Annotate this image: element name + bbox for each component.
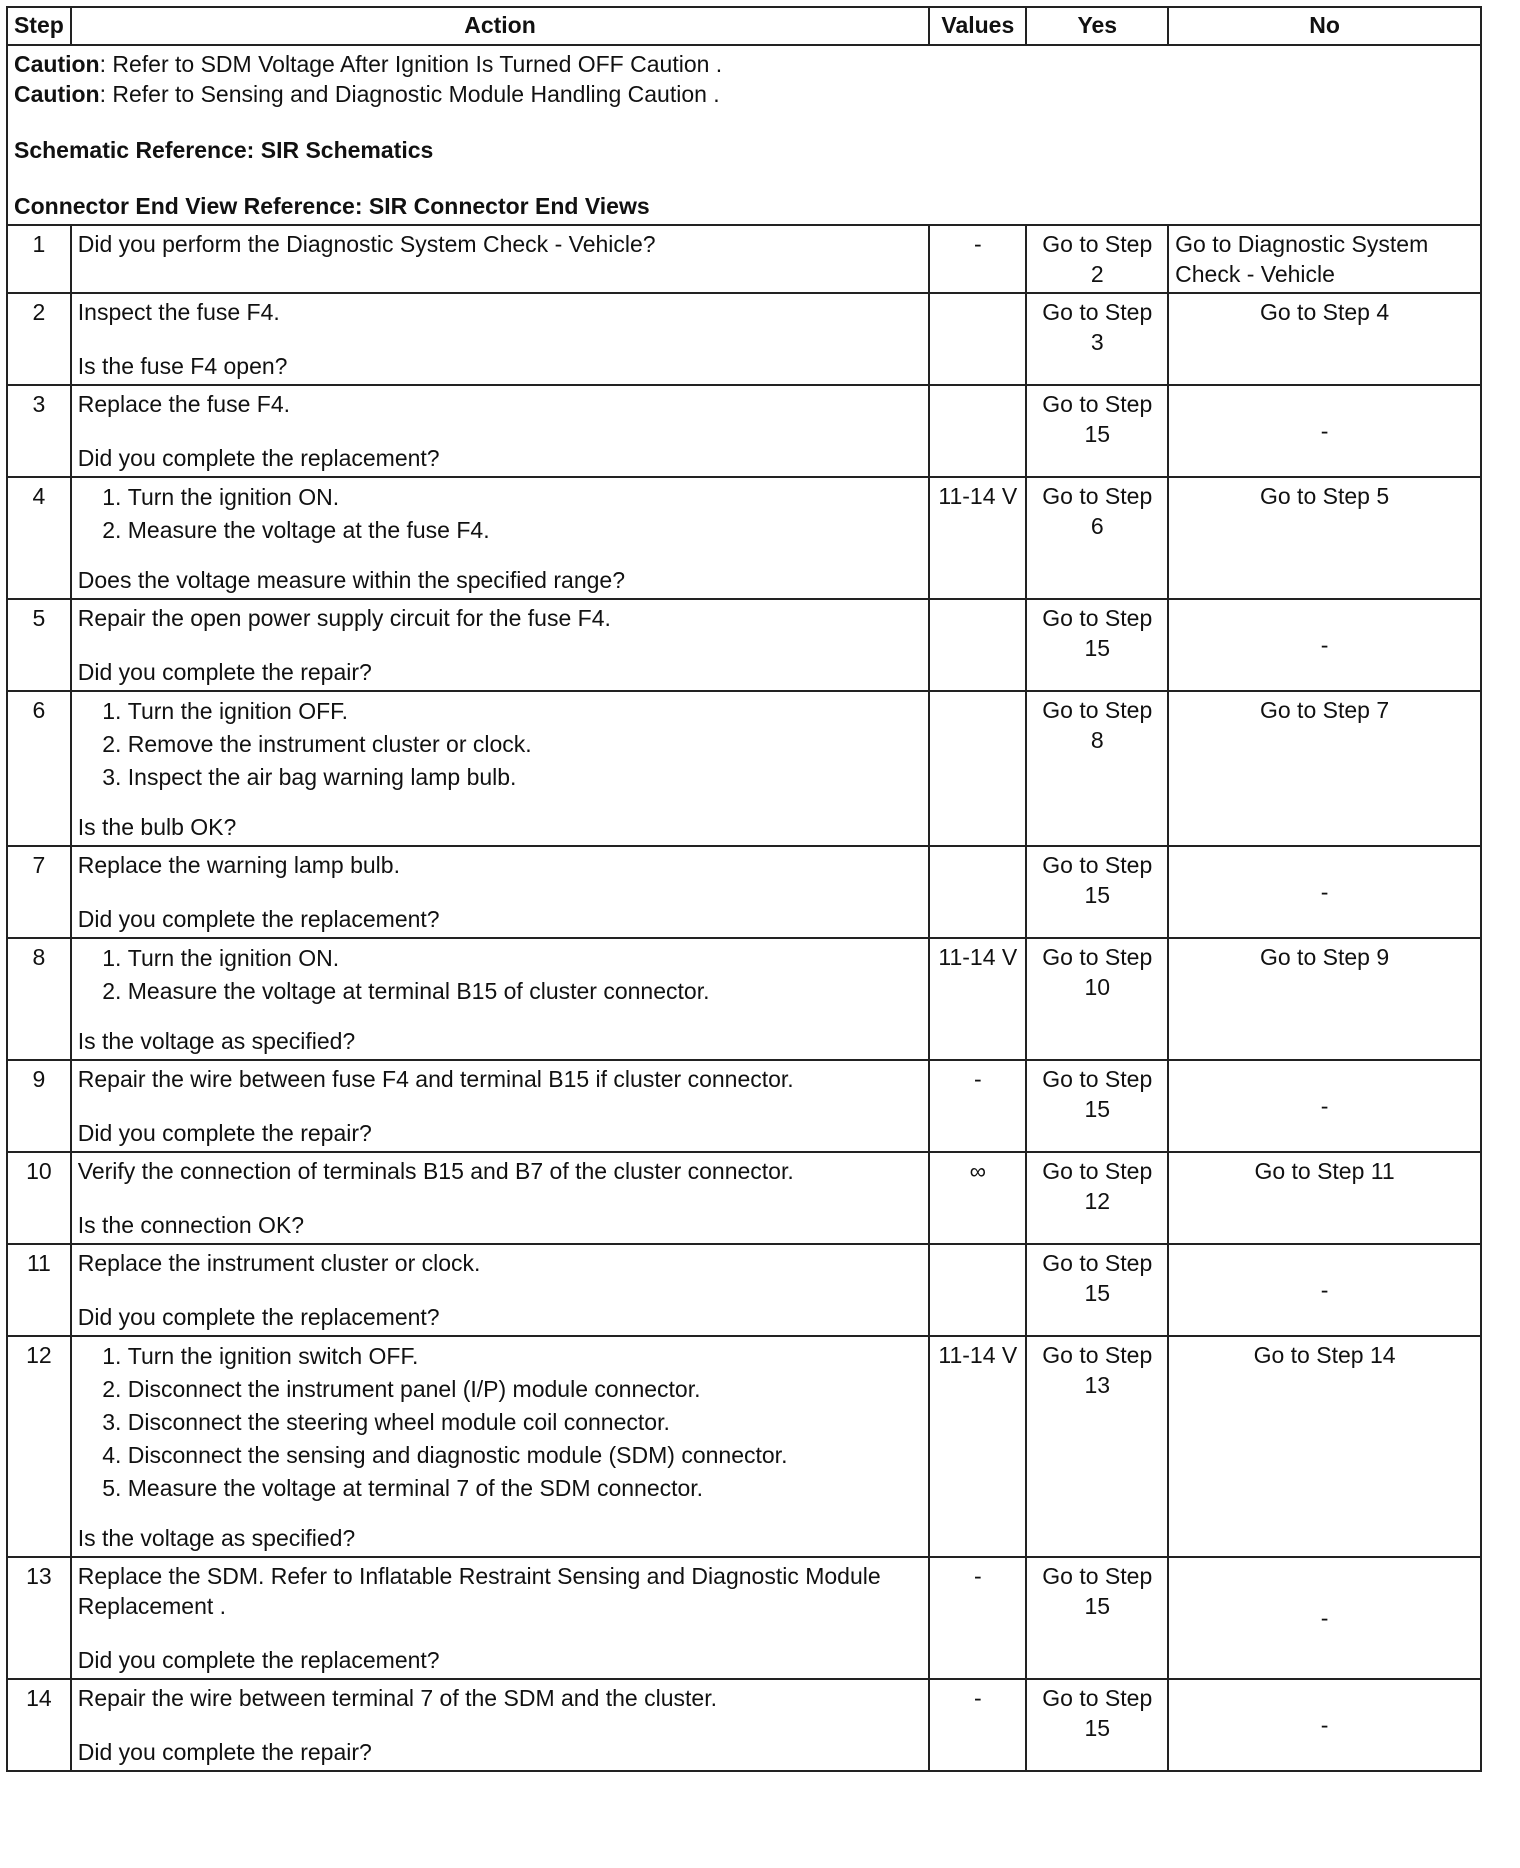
action-question: Did you complete the repair?	[77, 1739, 372, 1765]
no-cell: Go to Step 4	[1168, 293, 1481, 385]
header-yes: Yes	[1026, 7, 1168, 45]
table-row	[7, 691, 1481, 846]
value-cell: 11-14 V	[929, 938, 1026, 1060]
action-instruction: Replace the instrument cluster or clock.	[77, 1250, 481, 1276]
no-cell: Go to Step 14	[1168, 1336, 1481, 1557]
value-cell: 11-14 V	[929, 477, 1026, 599]
table-row	[7, 385, 1481, 477]
table-row	[7, 599, 1481, 691]
action-step: 4. Disconnect the sensing and diagnostic module (SDM) connector.	[128, 1439, 922, 1472]
yes-cell: Go to Step 15	[1026, 1244, 1168, 1336]
header-action: Action	[71, 7, 929, 45]
action-step: 2. Measure the voltage at terminal B15 of cluster connector.	[128, 975, 922, 1008]
caution-label: Caution	[14, 81, 100, 107]
connector-reference: Connector End View Reference: SIR Connector End Views	[14, 193, 650, 219]
action-step: 1. Turn the ignition ON.	[128, 481, 922, 514]
action-question: Does the voltage measure within the specified range?	[77, 567, 625, 593]
diagnostic-table	[6, 6, 1482, 1772]
yes-cell: Go to Step 15	[1026, 1060, 1168, 1152]
action-step: 3. Disconnect the steering wheel module coil connector.	[128, 1406, 922, 1439]
step-number: 10	[7, 1152, 71, 1244]
action-cell	[71, 225, 929, 293]
action-step: 2. Measure the voltage at the fuse F4.	[128, 514, 922, 547]
no-cell: -	[1168, 599, 1481, 691]
header-step: Step	[7, 7, 71, 45]
action-step: 3. Inspect the air bag warning lamp bulb.	[128, 761, 922, 794]
intro-row	[7, 45, 1481, 225]
step-number: 7	[7, 846, 71, 938]
no-cell: Go to Step 11	[1168, 1152, 1481, 1244]
step-number: 5	[7, 599, 71, 691]
action-instruction: Replace the fuse F4.	[77, 391, 290, 417]
table-row	[7, 225, 1481, 293]
action-instruction: Inspect the fuse F4.	[77, 299, 280, 325]
value-cell: -	[929, 1557, 1026, 1679]
step-number: 14	[7, 1679, 71, 1771]
action-question: Is the voltage as specified?	[77, 1028, 356, 1054]
value-cell	[929, 599, 1026, 691]
no-cell: Go to Diagnostic System Check - Vehicle	[1168, 225, 1481, 293]
step-number: 4	[7, 477, 71, 599]
step-number: 3	[7, 385, 71, 477]
no-cell: -	[1168, 1679, 1481, 1771]
value-cell: -	[929, 1060, 1026, 1152]
action-instruction: Repair the open power supply circuit for the fuse F4.	[77, 605, 611, 631]
action-steps-list	[78, 1340, 922, 1505]
action-step: 1. Turn the ignition OFF.	[128, 695, 922, 728]
value-cell	[929, 1244, 1026, 1336]
table-row	[7, 1557, 1481, 1679]
value-cell	[929, 846, 1026, 938]
action-question: Is the fuse F4 open?	[77, 353, 288, 379]
header-values: Values	[929, 7, 1026, 45]
action-cell	[71, 846, 929, 938]
no-cell: -	[1168, 1244, 1481, 1336]
yes-cell: Go to Step 15	[1026, 599, 1168, 691]
action-question: Is the bulb OK?	[77, 814, 237, 840]
action-cell	[71, 691, 929, 846]
no-cell: Go to Step 9	[1168, 938, 1481, 1060]
yes-cell: Go to Step 13	[1026, 1336, 1168, 1557]
action-cell	[71, 1679, 929, 1771]
caution-line	[14, 49, 1474, 79]
yes-cell: Go to Step 15	[1026, 846, 1168, 938]
table-row	[7, 846, 1481, 938]
step-number: 2	[7, 293, 71, 385]
yes-cell: Go to Step 3	[1026, 293, 1168, 385]
step-number: 8	[7, 938, 71, 1060]
caution-line	[14, 79, 1474, 109]
action-cell	[71, 385, 929, 477]
step-number: 1	[7, 225, 71, 293]
action-steps-list	[78, 942, 922, 1008]
action-question: Is the connection OK?	[77, 1212, 305, 1238]
action-steps-list	[78, 695, 922, 794]
no-cell: -	[1168, 385, 1481, 477]
caution-text: : Refer to SDM Voltage After Ignition Is Turned OFF Caution .	[99, 51, 723, 77]
action-cell	[71, 938, 929, 1060]
action-question: Did you complete the repair?	[77, 1120, 372, 1146]
action-cell	[71, 1060, 929, 1152]
action-question: Did you complete the replacement?	[77, 906, 440, 932]
table-row	[7, 1152, 1481, 1244]
action-cell	[71, 1336, 929, 1557]
action-cell	[71, 477, 929, 599]
step-number: 6	[7, 691, 71, 846]
table-row	[7, 293, 1481, 385]
step-number: 12	[7, 1336, 71, 1557]
schematic-reference: Schematic Reference: SIR Schematics	[14, 137, 434, 163]
action-question: Did you complete the repair?	[77, 659, 372, 685]
no-cell: -	[1168, 1557, 1481, 1679]
action-step: 2. Remove the instrument cluster or clock.	[128, 728, 922, 761]
step-number: 13	[7, 1557, 71, 1679]
header-no: No	[1168, 7, 1481, 45]
action-step: 5. Measure the voltage at terminal 7 of the SDM connector.	[128, 1472, 922, 1505]
caution-label: Caution	[14, 51, 100, 77]
intro-cell	[7, 45, 1481, 225]
action-steps-list	[78, 481, 922, 547]
action-cell	[71, 1244, 929, 1336]
caution-text: : Refer to Sensing and Diagnostic Module Handling Caution .	[99, 81, 720, 107]
action-cell	[71, 1557, 929, 1679]
action-instruction: Replace the SDM. Refer to Inflatable Restraint Sensing and Diagnostic Module Replacement .	[77, 1563, 881, 1619]
table-row	[7, 1336, 1481, 1557]
table-row	[7, 1244, 1481, 1336]
value-cell: 11-14 V	[929, 1336, 1026, 1557]
action-step: 2. Disconnect the instrument panel (I/P) module connector.	[128, 1373, 922, 1406]
action-step: 1. Turn the ignition switch OFF.	[128, 1340, 922, 1373]
value-cell	[929, 293, 1026, 385]
value-cell: -	[929, 225, 1026, 293]
table-row	[7, 938, 1481, 1060]
action-instruction: Did you perform the Diagnostic System Check - Vehicle?	[77, 231, 656, 257]
table-row	[7, 1060, 1481, 1152]
yes-cell: Go to Step 6	[1026, 477, 1168, 599]
action-question: Did you complete the replacement?	[77, 1647, 440, 1673]
table-row	[7, 477, 1481, 599]
value-cell: ∞	[929, 1152, 1026, 1244]
value-cell	[929, 385, 1026, 477]
header-row	[7, 7, 1481, 45]
action-question: Is the voltage as specified?	[77, 1525, 356, 1551]
action-cell	[71, 599, 929, 691]
action-instruction: Repair the wire between terminal 7 of the SDM and the cluster.	[77, 1685, 717, 1711]
step-number: 11	[7, 1244, 71, 1336]
no-cell: Go to Step 7	[1168, 691, 1481, 846]
action-step: 1. Turn the ignition ON.	[128, 942, 922, 975]
value-cell	[929, 691, 1026, 846]
yes-cell: Go to Step 15	[1026, 385, 1168, 477]
yes-cell: Go to Step 15	[1026, 1679, 1168, 1771]
action-cell	[71, 1152, 929, 1244]
action-instruction: Replace the warning lamp bulb.	[77, 852, 400, 878]
action-cell	[71, 293, 929, 385]
no-cell: -	[1168, 1060, 1481, 1152]
yes-cell: Go to Step 8	[1026, 691, 1168, 846]
action-instruction: Verify the connection of terminals B15 and B7 of the cluster connector.	[77, 1158, 794, 1184]
step-number: 9	[7, 1060, 71, 1152]
value-cell: -	[929, 1679, 1026, 1771]
yes-cell: Go to Step 10	[1026, 938, 1168, 1060]
yes-cell: Go to Step 2	[1026, 225, 1168, 293]
action-question: Did you complete the replacement?	[77, 1304, 440, 1330]
no-cell: Go to Step 5	[1168, 477, 1481, 599]
action-question: Did you complete the replacement?	[77, 445, 440, 471]
yes-cell: Go to Step 12	[1026, 1152, 1168, 1244]
table-row	[7, 1679, 1481, 1771]
yes-cell: Go to Step 15	[1026, 1557, 1168, 1679]
no-cell: -	[1168, 846, 1481, 938]
action-instruction: Repair the wire between fuse F4 and terminal B15 if cluster connector.	[77, 1066, 794, 1092]
